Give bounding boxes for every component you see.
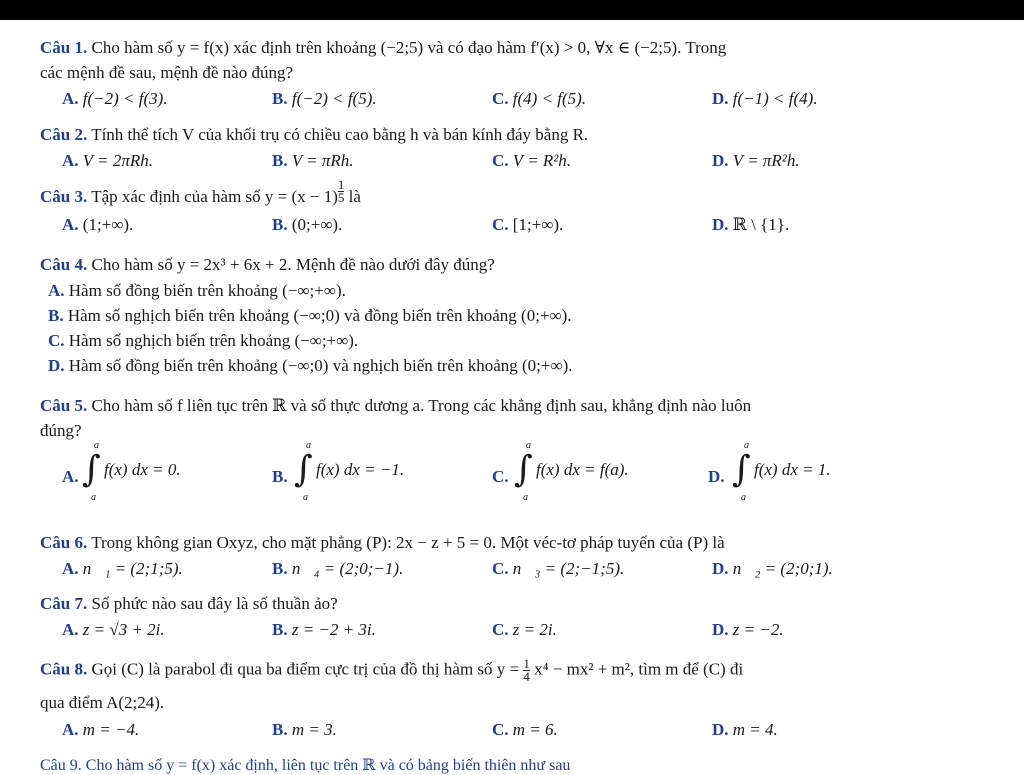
q8-option-d: D. m = 4. [712,720,778,739]
q5-option-c: ∫ a a f(x) dx = f(a). [514,440,629,503]
question-9-partial: Câu 9. Cho hàm số y = f(x) xác định, liên tục trên ℝ và có bảng biến thiên như sau [40,757,571,774]
q6-option-b: B. n⃗₄ = (2;0;−1). [272,559,404,578]
q7-option-d: D. z = −2. [712,620,784,639]
q5-option-b-label: B. [272,467,288,486]
q5-option-d: ∫ a a f(x) dx = 1. [732,440,831,503]
q5-option-a-label: A. [62,467,79,486]
question-7-stem: Câu 7. Số phức nào sau đây là số thuần ảo? [40,594,338,613]
question-8-stem-cont: qua điểm A(2;24). [40,693,165,712]
q3-option-c: C. [1;+∞). [492,215,564,234]
question-5-stem: Câu 5. Cho hàm số f liên tục trên ℝ và số thực dương a. Trong các khẳng định sau, khẳng định nào luôn [40,396,752,415]
q8-option-a: A. m = −4. [62,720,140,739]
q4-option-d: D. Hàm số đồng biến trên khoảng (−∞;0) và nghịch biến trên khoảng (0;+∞). [48,356,573,375]
q5-option-c-label: C. [492,467,509,486]
q6-option-d: D. n⃗₂ = (2;0;1). [712,559,833,578]
q1-option-a: A. f(−2) < f(3). [62,89,168,108]
coefficient-fraction: $\frac{1}{4}$ [523,656,530,684]
q4-option-c: C. Hàm số nghịch biến trên khoảng (−∞;+∞). [48,331,359,350]
question-1-stem-cont: các mệnh đề sau, mệnh đề nào đúng? [40,63,294,82]
q2-option-a: A. V = 2πRh. [62,151,153,170]
q7-option-c: C. z = 2i. [492,620,557,639]
q4-option-b: B. Hàm số nghịch biến trên khoảng (−∞;0) và đồng biến trên khoảng (0;+∞). [48,306,572,325]
q8-option-c: C. m = 6. [492,720,558,739]
q2-option-b: B. V = πRh. [272,151,354,170]
exponent-fraction: $\frac{1}{5}$ [337,176,345,205]
q8-option-b: B. m = 3. [272,720,337,739]
q2-option-d: D. V = πR²h. [712,151,800,170]
q1-option-c: C. f(4) < f(5). [492,89,587,108]
question-6-stem: Câu 6. Trong không gian Oxyz, cho mặt phẳng (P): 2x − z + 5 = 0. Một véc-tơ pháp tuyến của (P) là [40,533,725,552]
q3-option-a: A. (1;+∞). [62,215,134,234]
q6-option-a: A. n⃗₁ = (2;1;5). [62,559,183,578]
top-black-bar [0,0,1024,20]
question-3-stem: Câu 3. Tập xác định của hàm số y = (x − 1) $\frac{1}{5}$ là [40,176,361,206]
question-2-stem: Câu 2. Tính thể tích V của khối trụ có chiều cao bằng h và bán kính đáy bằng R. [40,125,589,144]
q5-option-a: ∫ a a f(x) dx = 0. [82,440,181,503]
q5-option-d-label: D. [708,467,725,486]
q5-option-b: ∫ a a f(x) dx = −1. [294,440,405,503]
question-8-stem: Câu 8. Gọi (C) là parabol đi qua ba điểm cực trị của đồ thị hàm số y = $\frac{1}{4}$ x⁴ − mx² + m², tìm m để (C) đi [40,656,744,684]
question-4-stem: Câu 4. Cho hàm số y = 2x³ + 6x + 2. Mệnh đề nào dưới đây đúng? [40,255,495,274]
q3-option-d: D. ℝ \ {1}. [712,215,790,234]
question-1-stem: Câu 1. Cho hàm số y = f(x) xác định trên khoảng (−2;5) và có đạo hàm f′(x) > 0, ∀x ∈ (−2;5). Trong [40,38,727,57]
q1-option-d: D. f(−1) < f(4). [712,89,818,108]
question-label: Câu 1. [40,38,88,57]
q6-option-c: C. n⃗₃ = (2;−1;5). [492,559,625,578]
question-5-stem-cont: đúng? [40,421,82,440]
q4-option-a: A. Hàm số đồng biến trên khoảng (−∞;+∞). [48,281,346,300]
q3-option-b: B. (0;+∞). [272,215,343,234]
q7-option-b: B. z = −2 + 3i. [272,620,376,639]
q1-option-b: B. f(−2) < f(5). [272,89,377,108]
q7-option-a: A. z = √3 + 2i. [62,620,165,639]
q2-option-c: C. V = R²h. [492,151,572,170]
